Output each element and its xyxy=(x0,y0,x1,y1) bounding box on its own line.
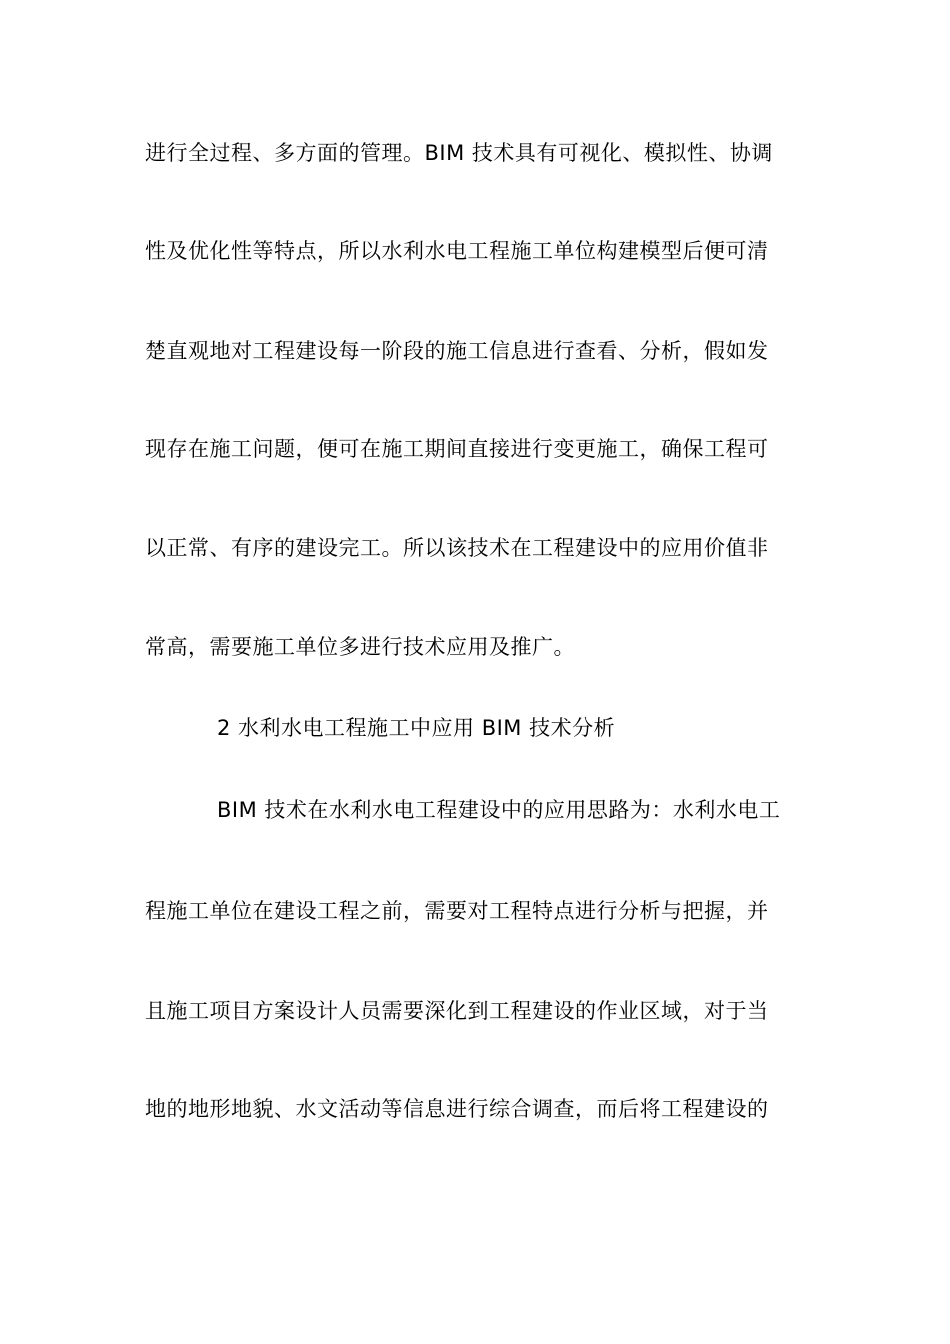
section-heading: 2 水利水电工程施工中应用 BIM 技术分析 xyxy=(217,716,616,740)
paragraph-1-line-6: 常高，需要施工单位多进行技术应用及推广。 xyxy=(145,635,575,659)
paragraph-1-line-2: 性及优化性等特点，所以水利水电工程施工单位构建模型后便可清 xyxy=(145,239,769,263)
paragraph-1-line-4: 现存在施工问题，便可在施工期间直接进行变更施工，确保工程可 xyxy=(145,437,769,461)
paragraph-1-line-3: 楚直观地对工程建设每一阶段的施工信息进行查看、分析，假如发 xyxy=(145,339,769,363)
paragraph-1-line-5: 以正常、有序的建设完工。所以该技术在工程建设中的应用价值非 xyxy=(145,536,769,560)
paragraph-2-line-2: 程施工单位在建设工程之前，需要对工程特点进行分析与把握，并 xyxy=(145,899,769,923)
paragraph-2-line-3: 且施工项目方案设计人员需要深化到工程建设的作业区域，对于当 xyxy=(145,999,769,1023)
paragraph-2-line-4: 地的地形地貌、水文活动等信息进行综合调查，而后将工程建设的 xyxy=(145,1097,769,1121)
paragraph-2-line-1: BIM 技术在水利水电工程建设中的应用思路为：水利水电工 xyxy=(217,798,781,822)
paragraph-1-line-1: 进行全过程、多方面的管理。BIM 技术具有可视化、模拟性、协调 xyxy=(145,141,773,165)
